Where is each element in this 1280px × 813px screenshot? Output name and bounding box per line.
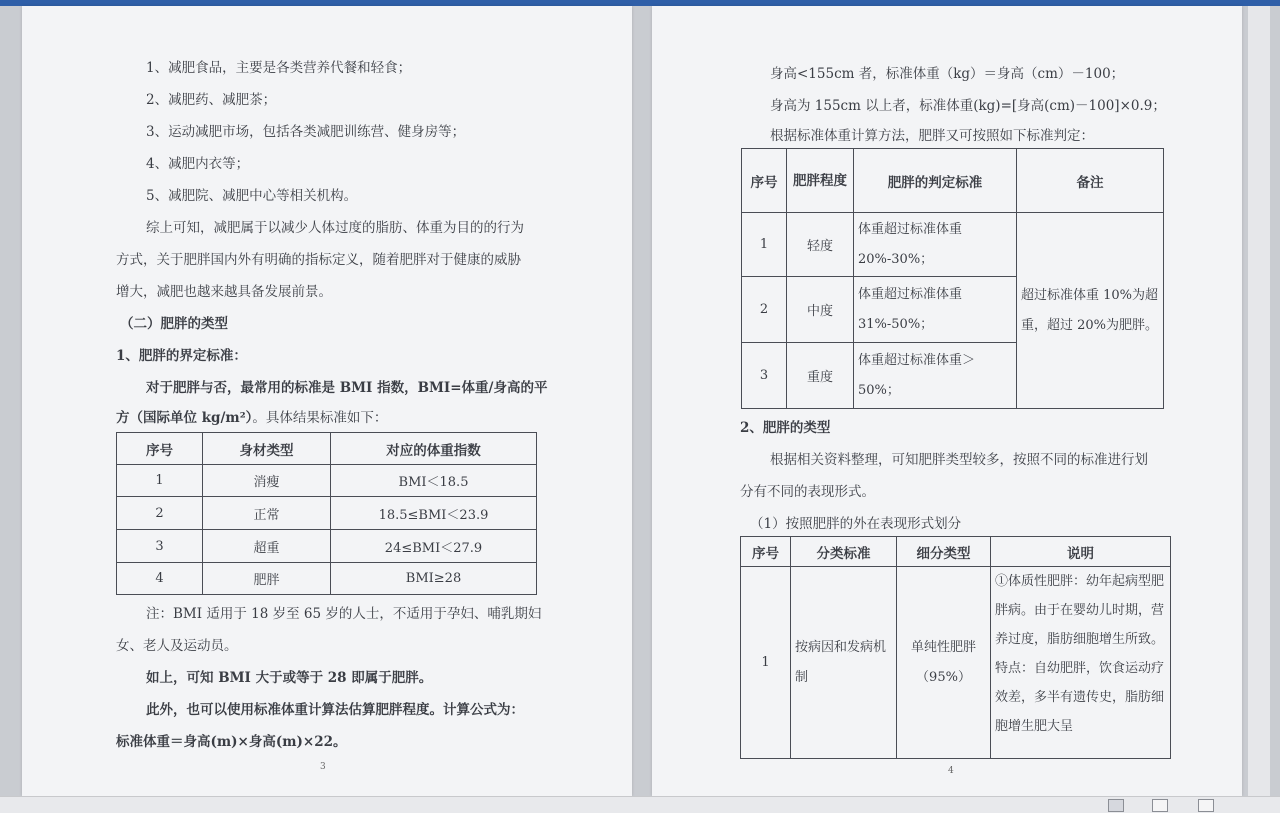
table-cell: 单纯性肥胖（95%） [897,567,991,759]
paragraph-line: 分有不同的表现形式。 [740,484,875,500]
table-header: 肥胖程度 [787,149,854,213]
table-cell: 正常 [203,497,331,530]
table-cell: 轻度 [787,213,854,277]
table-cell: 1 [117,465,203,497]
paragraph-line: 身高<155cm 者，标准体重（kg）＝身高（cm）－100； [770,66,1125,82]
table-cell: 4 [117,563,203,595]
paragraph-line: 2、减肥药、减肥茶； [146,92,277,108]
table-cell: 3 [117,530,203,563]
table-header: 分类标准 [791,537,897,567]
unit-text-tail: 。具体结果标准如下： [252,410,388,426]
table-cell: 按病因和发病机制 [791,567,897,759]
paragraph-line: 根据标准体重计算方法，肥胖又可按照如下标准判定： [770,128,1094,144]
table-cell: ①体质性肥胖：幼年起病型肥胖病。由于在婴幼儿时期，营养过度，脂肪细胞增生所致。特点：自幼肥胖，饮食运动疗效差，多半有遗传史，脂肪细胞增生肥大呈 [991,567,1171,759]
table-row [742,213,1164,277]
obesity-type-table [740,536,1171,759]
table-header: 序号 [117,433,203,465]
table-header: 说明 [991,537,1171,567]
table-row [117,465,537,497]
paragraph-line: 身高为 155cm 以上者，标准体重(kg)=[身高(cm)－100]×0.9； [770,98,1166,114]
list-item: （1）按照肥胖的外在表现形式划分 [750,516,962,532]
paragraph-line: 此外，也可以使用标准体重计算法估算肥胖程度。计算公式为： [146,702,524,718]
table-cell: 2 [117,497,203,530]
bmi-table [116,432,537,595]
document-page-4 [652,6,1242,796]
paragraph-line: 方式，关于肥胖国内外有明确的指标定义，随着肥胖对于健康的威胁 [116,252,521,268]
table-cell: 1 [741,567,791,759]
table-cell: BMI≥28 [331,563,537,595]
paragraph-line: 根据相关资料整理，可知肥胖类型较多，按照不同的标准进行划 [770,452,1148,468]
table-row [117,530,537,563]
paragraph-line: 1、减肥食品，主要是各类营养代餐和轻食； [146,60,412,76]
sub-heading: 2、肥胖的类型 [740,420,831,436]
web-view-icon[interactable] [1152,799,1168,812]
table-cell: 超重 [203,530,331,563]
section-heading: （二）肥胖的类型 [120,316,228,332]
formula-line: 标准体重＝身高(m)×身高(m)×22。 [116,734,347,750]
note-line: 女、老人及运动员。 [116,638,238,654]
note-line: 注：BMI 适用于 18 岁至 65 岁的人士，不适用于孕妇、哺乳期妇 [146,606,542,622]
page-number: 3 [320,762,326,772]
paragraph-line: 对于肥胖与否，最常用的标准是 BMI 指数，BMI=体重/身高的平 [146,380,548,396]
table-cell: 体重超过标准体重 31%-50%； [854,277,1017,343]
read-view-icon[interactable] [1198,799,1214,812]
table-cell: 重度 [787,343,854,409]
table-cell: 3 [742,343,787,409]
paragraph-line: 4、减肥内衣等； [146,156,250,172]
paragraph-line: 5、减肥院、减肥中心等相关机构。 [146,188,358,204]
paragraph-line: 综上可知，减肥属于以减少人体过度的脂肪、体重为目的的行为 [146,220,524,236]
table-header: 细分类型 [897,537,991,567]
page-number: 4 [948,766,954,776]
remark-cell: 超过标准体重 10%为超重，超过 20%为肥胖。 [1017,213,1164,409]
table-cell: 消瘦 [203,465,331,497]
table-header: 序号 [742,149,787,213]
table-header: 身材类型 [203,433,331,465]
unit-text: 方（国际单位 kg/m²） [116,410,253,426]
table-cell: 肥胖 [203,563,331,595]
table-header: 对应的体重指数 [331,433,537,465]
table-header: 备注 [1017,149,1164,213]
status-bar [0,796,1280,813]
page-view-icon[interactable] [1108,799,1124,812]
paragraph-line: 增大，减肥也越来越具备发展前景。 [116,284,332,300]
table-cell: 24≤BMI＜27.9 [331,530,537,563]
paragraph-line [116,406,387,426]
table-cell: 中度 [787,277,854,343]
table-row [741,567,1171,759]
table-row [117,563,537,595]
table-cell: 体重超过标准体重＞50%； [854,343,1017,409]
table-row [117,497,537,530]
table-cell: 1 [742,213,787,277]
paragraph-line: 如上，可知 BMI 大于或等于 28 即属于肥胖。 [146,670,433,686]
table-cell: 2 [742,277,787,343]
table-header: 肥胖的判定标准 [854,149,1017,213]
table-cell: BMI＜18.5 [331,465,537,497]
obesity-degree-table [741,148,1164,409]
document-page-3 [22,6,632,796]
sub-heading: 1、肥胖的界定标准： [116,348,247,364]
table-cell: 18.5≤BMI＜23.9 [331,497,537,530]
table-cell: 体重超过标准体重 20%-30%； [854,213,1017,277]
paragraph-line: 3、运动减肥市场，包括各类减肥训练营、健身房等； [146,124,466,140]
vertical-scrollbar[interactable] [1248,6,1270,796]
table-header: 序号 [741,537,791,567]
